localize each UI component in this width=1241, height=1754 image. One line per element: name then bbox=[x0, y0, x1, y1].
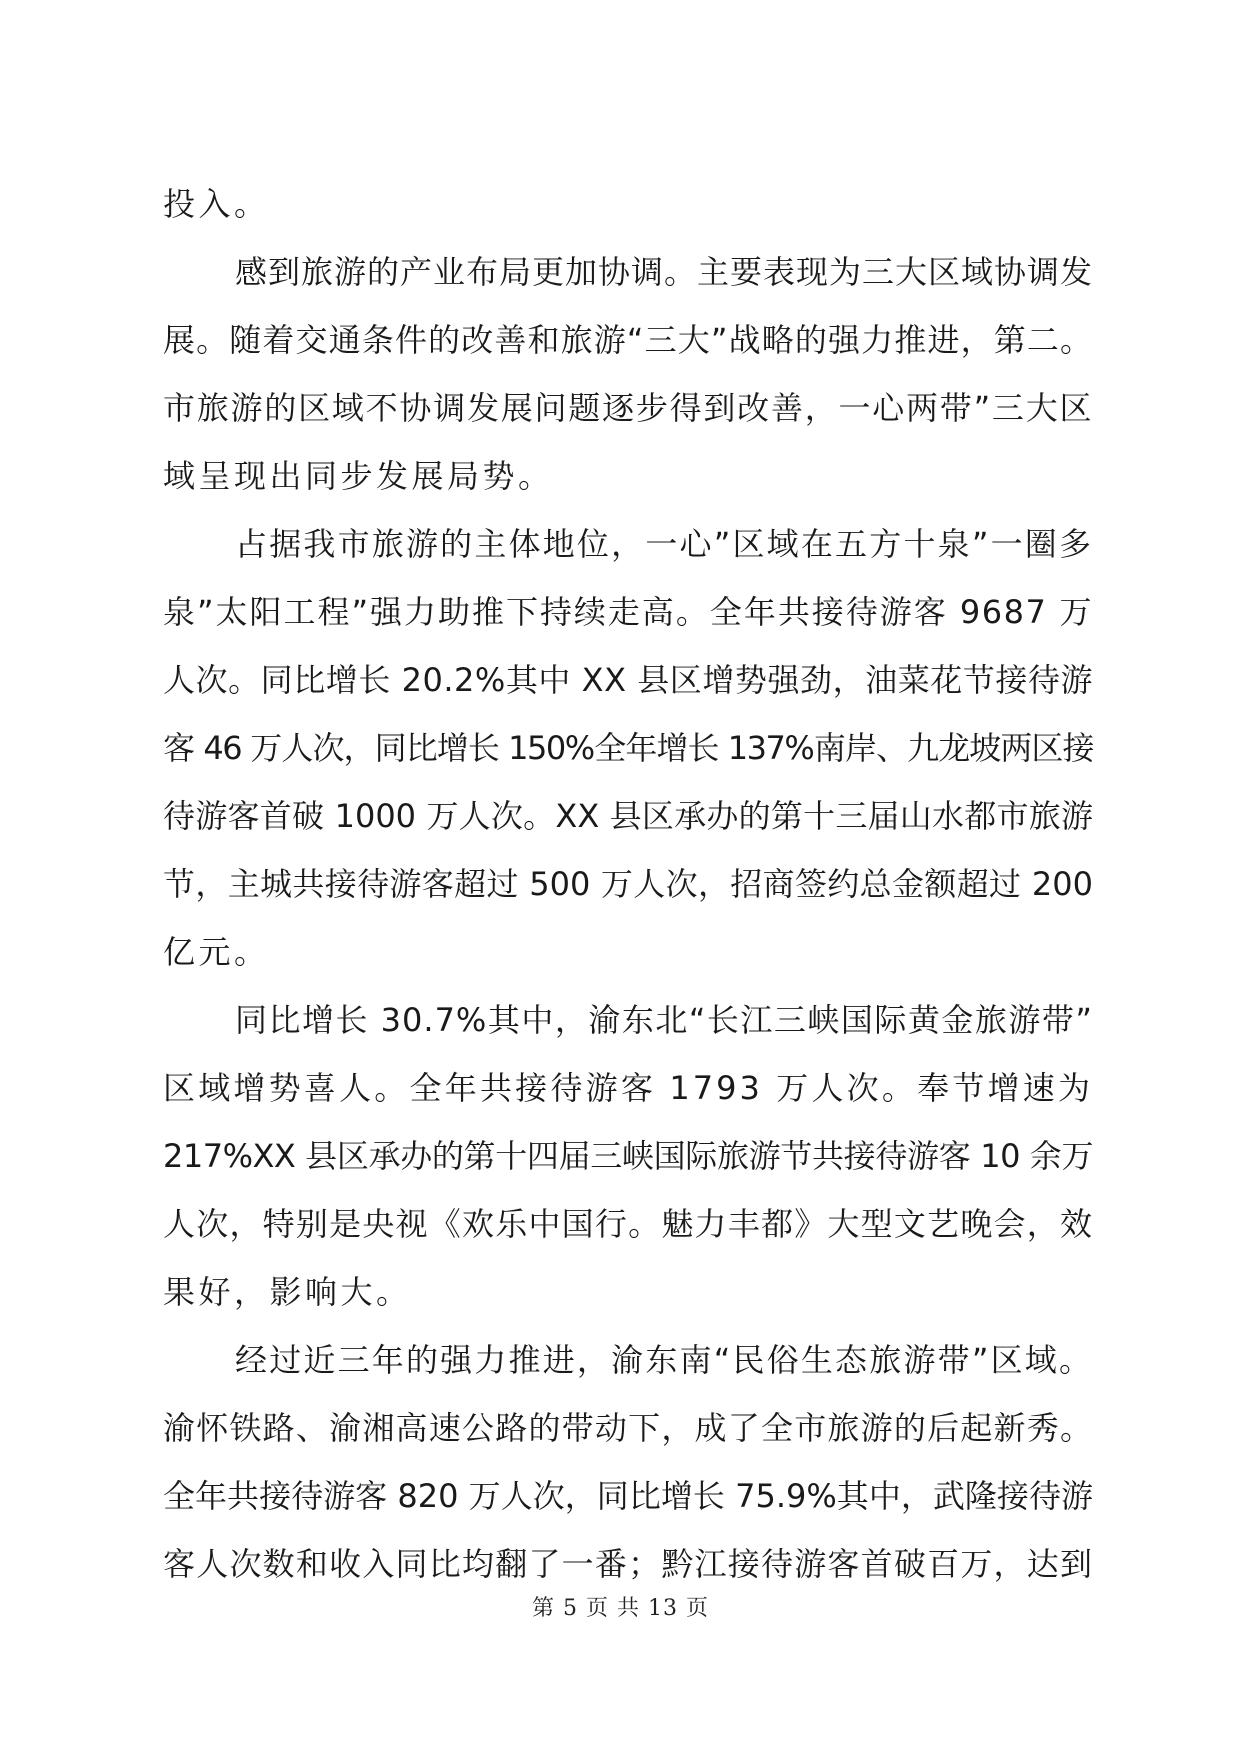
text-line: 217%XX 县区承办的第十四届三峡国际旅游节共接待游客 10 余万 bbox=[163, 1137, 1093, 1175]
text-line: 客人次数和收入同比均翻了一番；黔江接待游客首破百万，达到 bbox=[163, 1545, 1093, 1583]
text-line: 泉”太阳工程”强力助推下持续走高。全年共接待游客 9687 万 bbox=[163, 593, 1093, 631]
text-line: 同比增长 30.7%其中，渝东北“长江三峡国际黄金旅游带” bbox=[235, 1001, 1093, 1039]
text-line: 投入。 bbox=[163, 185, 270, 223]
text-line: 客 46 万人次，同比增长 150%全年增长 137%南岸、九龙坡两区接 bbox=[163, 729, 1093, 767]
text-line: 待游客首破 1000 万人次。XX 县区承办的第十三届山水都市旅游 bbox=[163, 797, 1093, 835]
text-line: 展。随着交通条件的改善和旅游“三大”战略的强力推进，第二。 bbox=[163, 321, 1093, 359]
text-line: 渝怀铁路、渝湘高速公路的带动下，成了全市旅游的后起新秀。 bbox=[163, 1409, 1093, 1447]
text-line: 节，主城共接待游客超过 500 万人次，招商签约总金额超过 200 bbox=[163, 865, 1093, 903]
text-line: 人次，特别是央视《欢乐中国行。魅力丰都》大型文艺晚会，效 bbox=[163, 1205, 1093, 1243]
page-number-footer: 第 5 页 共 13 页 bbox=[532, 1596, 709, 1621]
body-text bbox=[163, 170, 1093, 1598]
text-line: 经过近三年的强力推进，渝东南“民俗生态旅游带”区域。 bbox=[235, 1341, 1093, 1379]
text-line: 感到旅游的产业布局更加协调。主要表现为三大区域协调发 bbox=[235, 253, 1094, 291]
text-line: 人次。同比增长 20.2%其中 XX 县区增势强劲，油菜花节接待游 bbox=[163, 661, 1093, 699]
text-line: 域呈现出同步发展局势。 bbox=[163, 457, 554, 495]
text-line: 占据我市旅游的主体地位，一心”区域在五方十泉”一圈多 bbox=[235, 525, 1093, 563]
text-line: 果好，影响大。 bbox=[163, 1273, 412, 1311]
text-line: 市旅游的区域不协调发展问题逐步得到改善，一心两带”三大区 bbox=[163, 389, 1093, 427]
text-line: 亿元。 bbox=[163, 933, 270, 971]
text-line: 全年共接待游客 820 万人次，同比增长 75.9%其中，武隆接待游 bbox=[163, 1477, 1093, 1515]
text-line: 区域增势喜人。全年共接待游客 1793 万人次。奉节增速为 bbox=[163, 1069, 1093, 1107]
